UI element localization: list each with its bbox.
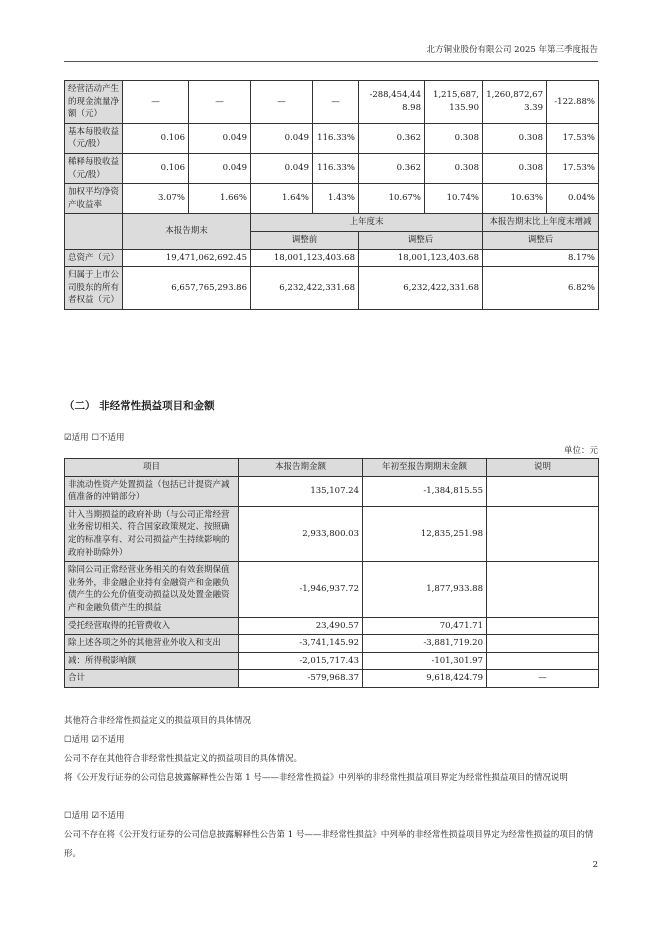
table-cell: 1,877,933.88: [363, 562, 487, 617]
row-label: 总资产（元）: [65, 249, 123, 267]
row-label: 归属于上市公司股东的所有者权益（元）: [65, 267, 123, 310]
table-cell: 3.07%: [123, 184, 189, 214]
reclass-title: 将《公开发行证券的公司信息披露解释性公告第 1 号——非经常性损益》中列举的非经常性损益项目界定为经常性损益项目的情况说明: [64, 773, 568, 783]
table-cell: -122.88%: [547, 81, 599, 124]
table-cell: 1,215,687,135.90: [425, 81, 483, 124]
table-cell: 0.106: [123, 123, 189, 153]
table-cell: 0.106: [123, 153, 189, 183]
table-cell: 19,471,062,692.45: [123, 249, 251, 267]
table-row: [65, 81, 599, 124]
table-row: [65, 249, 599, 267]
table-cell: 9,618,424.79: [363, 670, 487, 688]
table-row: [65, 476, 599, 506]
unit-label: 单位：元: [563, 446, 598, 456]
table-row: [65, 652, 599, 670]
header-row: [65, 459, 599, 477]
table-cell: 0.04%: [547, 184, 599, 214]
table-cell: 17.53%: [547, 123, 599, 153]
table-row: [65, 562, 599, 617]
table-cell: 0.308: [425, 123, 483, 153]
item-label: 减：所得税影响额: [65, 652, 239, 670]
item-label: 受托经营取得的托管费收入: [65, 617, 239, 635]
table-cell: [487, 506, 599, 561]
table-cell: 10.63%: [483, 184, 547, 214]
table-cell: 0.049: [251, 123, 313, 153]
table-cell: 1.66%: [189, 184, 251, 214]
item-label: 非流动性资产处置损益（包括已计提资产减值准备的冲销部分）: [65, 476, 239, 506]
table-cell: [487, 652, 599, 670]
table-cell: 0.362: [359, 153, 425, 183]
table-cell: -288,454,448.98: [359, 81, 425, 124]
table-cell: -101,301.97: [363, 652, 487, 670]
balance-header-row: [65, 214, 599, 232]
row-label: 加权平均净资产收益率: [65, 184, 123, 214]
column-header-current: 本报告期末: [123, 214, 251, 249]
table-cell: 135,107.24: [239, 476, 363, 506]
table-cell: 10.67%: [359, 184, 425, 214]
key-indicators-table: [64, 80, 599, 310]
table-cell: 1,260,872,673.39: [483, 81, 547, 124]
table-cell: -2,015,717.43: [239, 652, 363, 670]
table-cell: 6.82%: [483, 267, 599, 310]
table-cell: 1.43%: [313, 184, 359, 214]
table-cell: [487, 635, 599, 653]
table-cell: -579,968.37: [239, 670, 363, 688]
table-cell: —: [251, 81, 313, 124]
row-label: 经营活动产生的现金流量净额（元）: [65, 81, 123, 124]
table-cell: 10.74%: [425, 184, 483, 214]
column-header: 项目: [65, 459, 239, 477]
table-cell: -3,881,719.20: [363, 635, 487, 653]
section-title: （二） 非经常性损益项目和金额: [64, 400, 215, 412]
table-cell: 17.53%: [547, 153, 599, 183]
table-row: [65, 123, 599, 153]
table-cell: 23,490.57: [239, 617, 363, 635]
table-cell: 0.308: [425, 153, 483, 183]
table-cell: -3,741,145.92: [239, 635, 363, 653]
table-cell: 18,001,123,403.68: [359, 249, 483, 267]
table-cell: [487, 476, 599, 506]
table-cell: —: [123, 81, 189, 124]
table-cell: 0.308: [483, 153, 547, 183]
table-cell: 116.33%: [313, 153, 359, 183]
item-label: 计入当期损益的政府补助（与公司正常经营业务密切相关、符合国家政策规定、按照确定的标准享有、对公司损益产生持续影响的政府补助除外）: [65, 506, 239, 561]
item-label: 除同公司正常经营业务相关的有效套期保值业务外，非金融企业持有金融资产和金融负债产生的公允价值变动损益以及处置金融资产和金融负债产生的损益: [65, 562, 239, 617]
table-cell: -1,946,937.72: [239, 562, 363, 617]
table-cell: 6,232,422,331.68: [251, 267, 359, 310]
item-label: 合计: [65, 670, 239, 688]
table-cell: —: [189, 81, 251, 124]
table-row: [65, 267, 599, 310]
table-cell: 6,232,422,331.68: [359, 267, 483, 310]
other-items-title: 其他符合非经常性损益定义的损益项目的具体情况: [64, 716, 252, 726]
column-header: 本报告期金额: [239, 459, 363, 477]
table-cell: 0.049: [189, 153, 251, 183]
table-row: [65, 506, 599, 561]
table-cell: 70,471.71: [363, 617, 487, 635]
table-cell: -1,384,815.55: [363, 476, 487, 506]
applicability-status: ☑适用 ☐不适用: [64, 433, 125, 443]
table-cell: 0.049: [189, 123, 251, 153]
page-number: 2: [592, 860, 598, 870]
table-cell: 0.049: [251, 153, 313, 183]
column-header-prior-year-end: 上年度末: [251, 214, 483, 232]
table-cell: 1.64%: [251, 184, 313, 214]
table-cell: [487, 562, 599, 617]
table-cell: 116.33%: [313, 123, 359, 153]
item-label: 除上述各项之外的其他营业外收入和支出: [65, 635, 239, 653]
table-cell: —: [487, 670, 599, 688]
header-divider: [64, 61, 598, 62]
page-header: 北方铜业股份有限公司 2025 年第三季度报告: [426, 45, 598, 55]
table-cell: —: [313, 81, 359, 124]
column-header-before: 调整前: [251, 231, 359, 249]
total-row: [65, 670, 599, 688]
table-cell: 0.308: [483, 123, 547, 153]
table-row: [65, 635, 599, 653]
other-items-text: 公司不存在其他符合非经常性损益定义的损益项目的具体情况。: [64, 754, 303, 764]
reclass-text: 公司不存在将《公开发行证券的公司信息披露解释性公告第 1 号——非经常性损益》中列举的非经常性损益项目界定为经常性损益的项目的情形。: [64, 830, 594, 859]
column-header: 年初至报告期期末金额: [363, 459, 487, 477]
row-label: 稀释每股收益（元/股）: [65, 153, 123, 183]
applicability-status: ☐适用 ☑不适用: [64, 811, 125, 821]
table-row: [65, 617, 599, 635]
column-header-adjusted: 调整后: [483, 231, 599, 249]
column-header: 说明: [487, 459, 599, 477]
non-recurring-items-table: [64, 458, 599, 688]
table-cell: 0.362: [359, 123, 425, 153]
header-blank: [65, 214, 123, 249]
table-cell: 8.17%: [483, 249, 599, 267]
table-cell: 6,657,765,293.86: [123, 267, 251, 310]
table-row: [65, 153, 599, 183]
table-cell: [487, 617, 599, 635]
column-header-change: 本报告期末比上年度末增减: [483, 214, 599, 232]
column-header-after: 调整后: [359, 231, 483, 249]
table-row: [65, 184, 599, 214]
row-label: 基本每股收益（元/股）: [65, 123, 123, 153]
table-cell: 18,001,123,403.68: [251, 249, 359, 267]
table-cell: 12,835,251.98: [363, 506, 487, 561]
table-cell: 2,933,800.03: [239, 506, 363, 561]
applicability-status: ☐适用 ☑不适用: [64, 735, 125, 745]
